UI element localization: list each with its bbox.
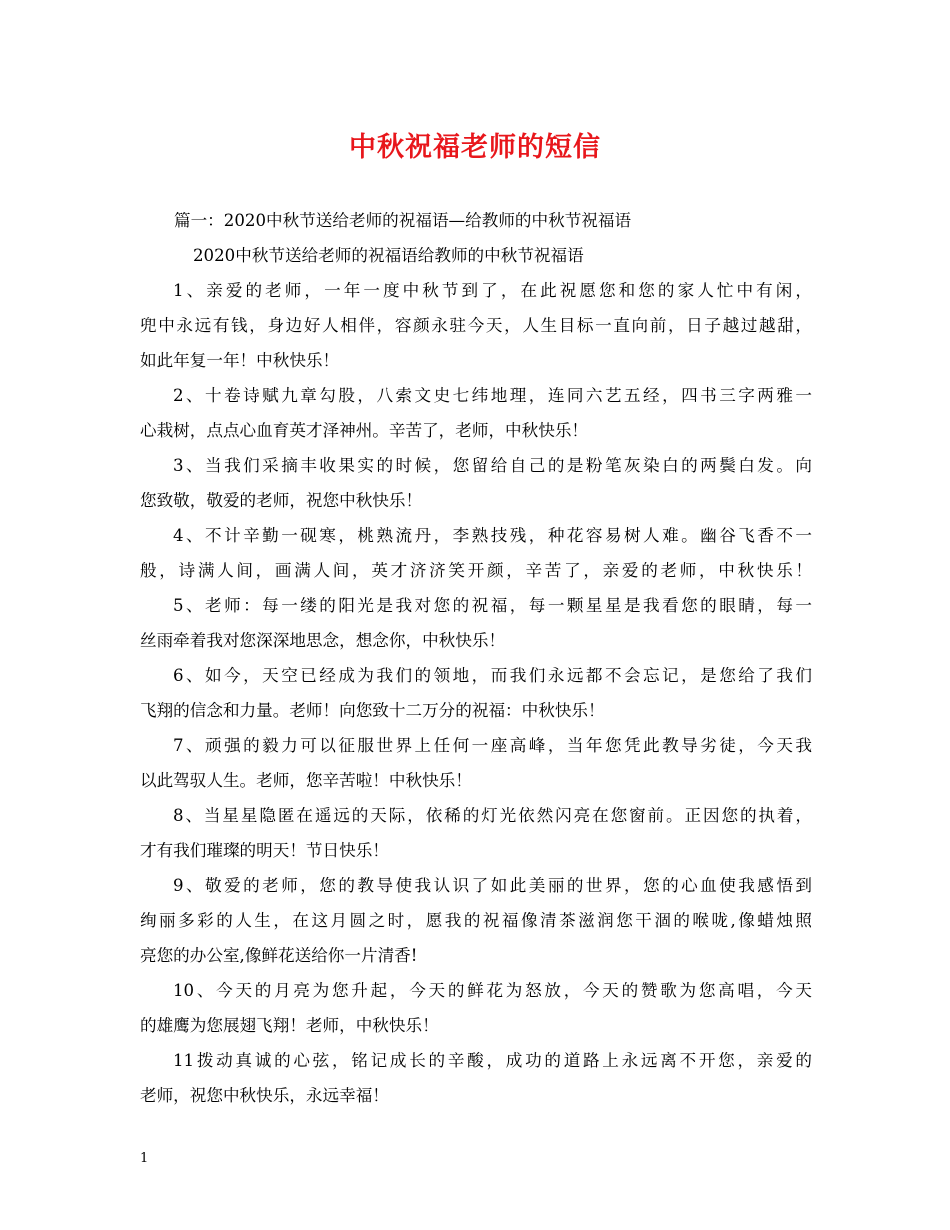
- paragraph-line: 飞翔的信念和力量。老师！向您致十二万分的祝福：中秋快乐！: [140, 701, 605, 720]
- paragraph-line: 以此驾驭人生。老师，您辛苦啦！中秋快乐！: [140, 771, 472, 790]
- paragraph-line: 老师，祝您中秋快乐，永远幸福！: [140, 1086, 389, 1105]
- paragraph-line: 10、今天的月亮为您升起，今天的鲜花为怒放，今天的赞歌为您高唱，今天: [173, 981, 812, 1000]
- paragraph-line: 心栽树，点点心血育英才泽神州。辛苦了，老师，中秋快乐！: [140, 421, 589, 440]
- paragraph-line: 如此年复一年！中秋快乐！: [140, 351, 340, 370]
- paragraph-line: 才有我们璀璨的明天！节日快乐！: [140, 841, 389, 860]
- page-number: 1: [140, 1151, 149, 1166]
- paragraph-line: 亮您的办公室,像鲜花送给你一片清香!: [140, 946, 418, 965]
- document-title: 中秋祝福老师的短信: [349, 132, 601, 163]
- paragraph-line: 7、顽强的毅力可以征服世界上任何一座高峰，当年您凭此教导劣徒，今天我: [173, 736, 812, 755]
- paragraph-line: 6、如今，天空已经成为我们的领地，而我们永远都不会忘记，是您给了我们: [173, 666, 812, 685]
- paragraph-line: 丝雨牵着我对您深深地思念，想念你，中秋快乐！: [140, 631, 506, 650]
- paragraph-line: 9、敬爱的老师，您的教导使我认识了如此美丽的世界，您的心血使我感悟到: [173, 876, 812, 895]
- paragraph-line: 5、老师：每一缕的阳光是我对您的祝福，每一颗星星是我看您的眼睛，每一: [173, 596, 812, 615]
- paragraph-line: 11拨动真诚的心弦，铭记成长的辛酸，成功的道路上永远离不开您，亲爱的: [173, 1051, 812, 1070]
- paragraph-line: 兜中永远有钱，身边好人相伴，容颜永驻今天，人生目标一直向前，日子越过越甜，: [140, 316, 812, 335]
- paragraph-line: 般，诗满人间，画满人间，英才济济笑开颜，辛苦了，亲爱的老师，中秋快乐！: [140, 561, 812, 580]
- paragraph-line: 的雄鹰为您展翅飞翔！老师，中秋快乐！: [140, 1016, 439, 1035]
- paragraph-line: 3、当我们采摘丰收果实的时候，您留给自己的是粉笔灰染白的两鬓白发。向: [173, 456, 812, 475]
- paragraph-line: 8、当星星隐匿在遥远的天际，依稀的灯光依然闪亮在您窗前。正因您的执着，: [173, 806, 812, 825]
- paragraph-line: 4、不计辛勤一砚寒，桃熟流丹，李熟技残，种花容易树人难。幽谷飞香不一: [173, 526, 812, 545]
- section-heading: 篇一：2020中秋节送给老师的祝福语—给教师的中秋节祝福语: [174, 211, 632, 230]
- document-body: [140, 203, 812, 1113]
- paragraph-line: 1、亲爱的老师，一年一度中秋节到了，在此祝愿您和您的家人忙中有闲，: [173, 281, 812, 300]
- paragraph-line: 绚丽多彩的人生，在这月圆之时，愿我的祝福像清茶滋润您干涸的喉咙,像蜡烛照: [140, 911, 812, 930]
- section-subtitle: 2020中秋节送给老师的祝福语给教师的中秋节祝福语: [193, 246, 584, 265]
- paragraph-line: 2、十卷诗赋九章勾股，八索文史七纬地理，连同六艺五经，四书三字两雅一: [173, 386, 812, 405]
- paragraph-line: 您致敬，敬爱的老师，祝您中秋快乐！: [140, 491, 423, 510]
